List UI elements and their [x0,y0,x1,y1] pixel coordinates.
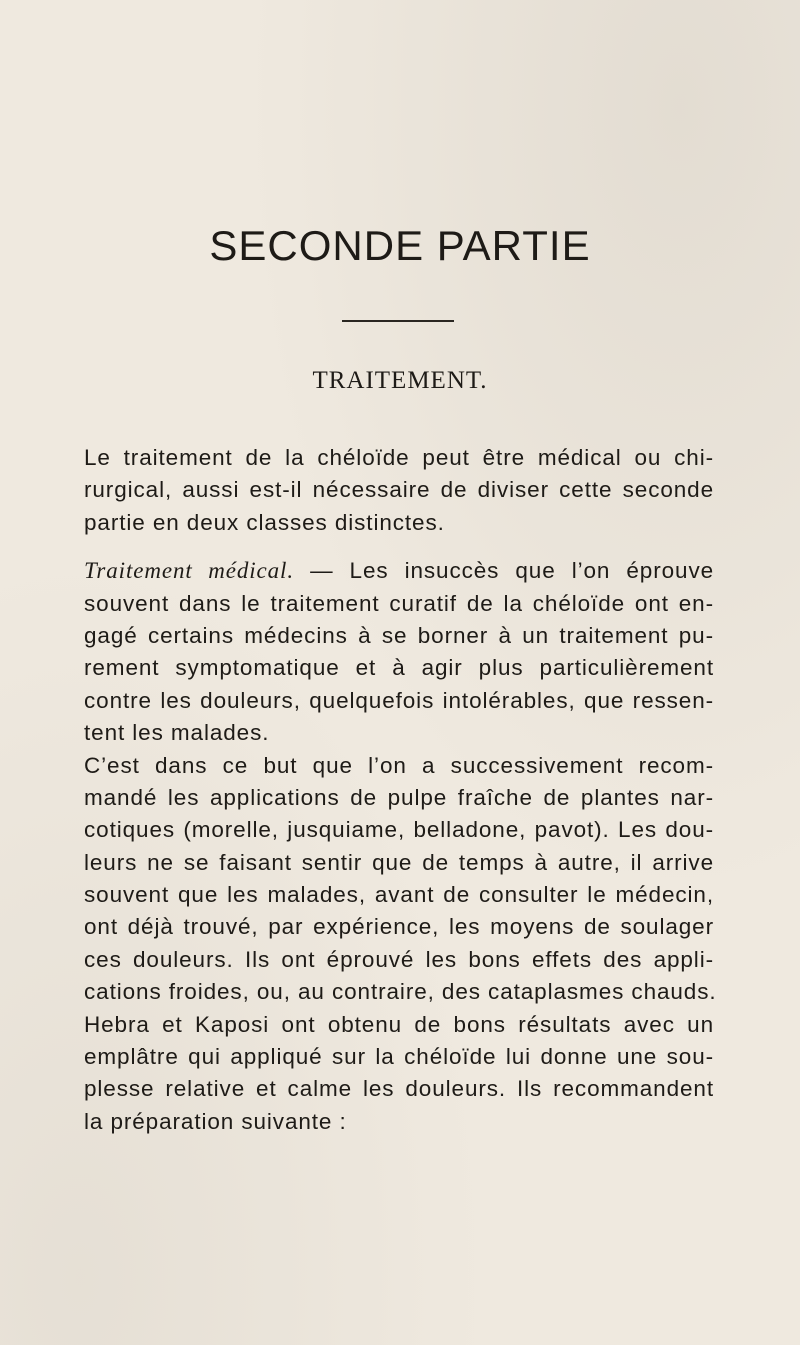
text-line: leurs ne se faisant sentir que de temps à autre, il arrive [84,849,714,875]
text-line: tent les malades. [84,720,270,746]
paragraph-lead-in: Traitement médical. [84,558,294,584]
text-line: cotiques (morelle, jusquiame, belladone, pavot). Les dou- [84,817,714,843]
text-line: rement symptomatique et à agir plus particulièrement [84,655,714,681]
text-line [84,555,714,587]
text-line: C’est dans ce but que l’on a successivement recom- [84,752,714,778]
paragraph-hebra-kaposi [84,1009,714,1139]
text-line: mandé les applications de pulpe fraîche de plantes nar- [84,784,714,810]
part-title: SECONDE PARTIE [209,222,591,269]
text-line: la préparation suivante : [84,1108,347,1134]
section-title: TRAITEMENT. [312,367,488,394]
text-line: ces douleurs. Ils ont éprouvé les bons effets des appli- [84,946,714,972]
text-line: souvent que les malades, avant de consulter le médecin, [84,882,714,908]
paragraph-traitement-medical [84,555,714,749]
text-line: plesse relative et calme les douleurs. Ils recommandent [84,1076,714,1102]
paragraph-gap [84,539,714,555]
text-line-rest: — Les insuccès que l’on éprouve [294,558,715,584]
text-line: contre les douleurs, quelquefois intolérables, que ressen- [84,687,714,713]
text-line: Le traitement de la chéloïde peut être médical ou chi- [84,445,714,470]
paragraph-introduction [84,442,714,539]
text-line: partie en deux classes distinctes. [84,509,445,535]
text-line: rurgical, aussi est-il nécessaire de diviser cette seconde [84,477,714,503]
text-line: emplâtre qui appliqué sur la chéloïde lui donne une sou- [84,1044,714,1070]
text-line: gagé certains médecins à se borner à un traitement pu- [84,622,714,648]
paragraph-applications [84,750,717,1009]
text-line: cations froides, ou, au contraire, des cataplasmes chauds. [84,979,717,1005]
title-divider-rule [342,320,454,322]
text-line: ont déjà trouvé, par expérience, les moyens de soulager [84,914,714,940]
text-line: Hebra et Kaposi ont obtenu de bons résultats avec un [84,1011,714,1037]
body-text [84,442,717,1138]
text-line: souvent dans le traitement curatif de la chéloïde ont en- [84,590,714,616]
